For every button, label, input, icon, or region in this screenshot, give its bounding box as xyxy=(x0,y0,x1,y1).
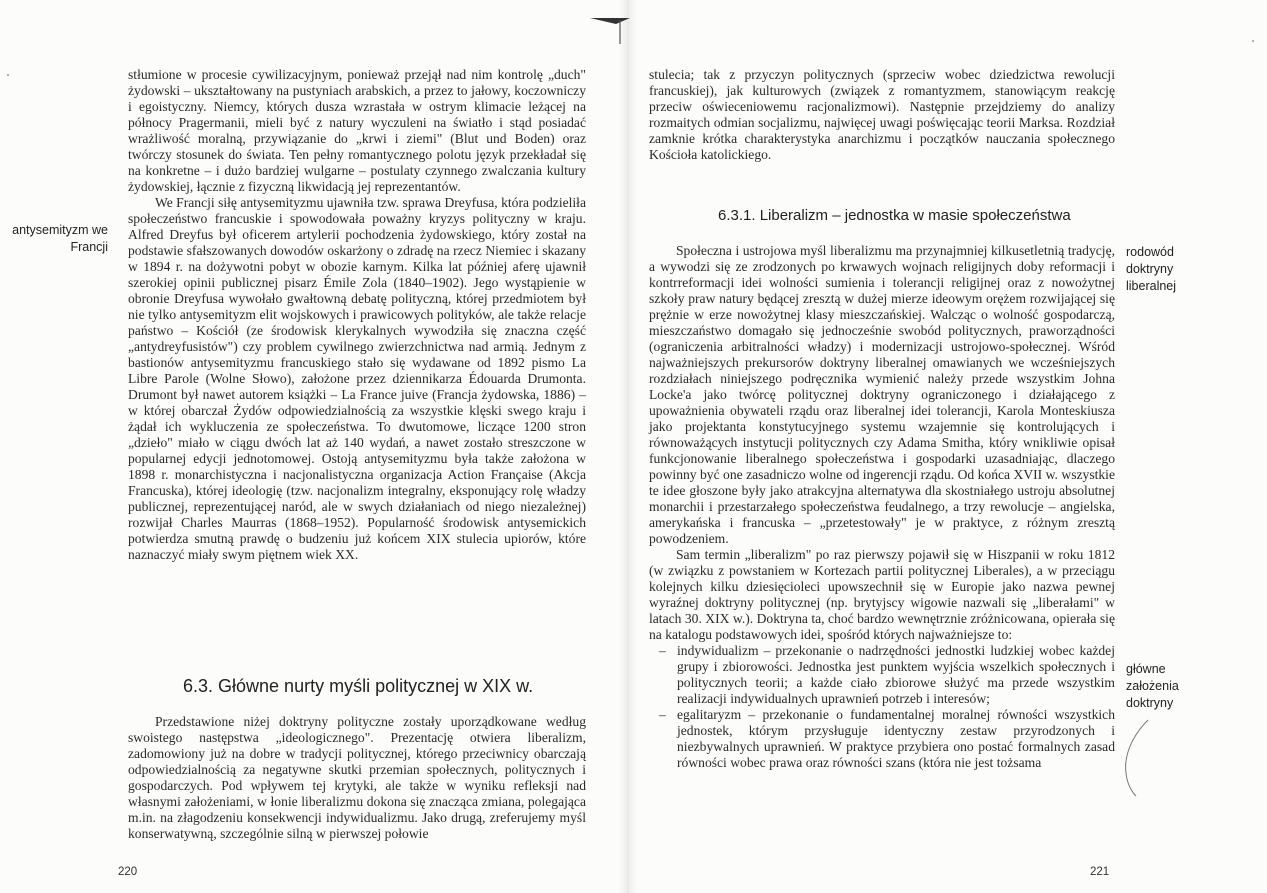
right-paragraph-2: Społeczna i ustrojowa myśl liberalizmu ma przynajmniej kilkusetletnią tradycję, a wywodzi się ze zrodzonych po krwawych wojnach religijnych doby reformacji i kontrreformacji idei wolności sumienia i tolerancji religijnej oraz z nowożytnej szkoły praw natury będącej zresztą w dużej mierze ideowym orężem rozwijającej się prężnie w erze nowożytnej klasy mieszczańskiej. Walcząc o wolność gospodarczą, mieszczaństwo domagało się jednocześnie swobód politycznych, praworządności (ograniczenia arbitralności władzy) i modernizacji ustrojowo-społecznej. Wśród najważniejszych prekursorów doktryny liberalnej omawianych we wcześniejszych rozdziałach niniejszego podręcznika wymienić należy przede wszystkim Johna Locke'a jako twórcę politycznej doktryny ograniczonego i działającego z upoważnienia obywateli rządu oraz liberalnej idei tolerancji, Karola Monteskiusza jako projektanta konstytucyjnego systemu wzajemnie się kontrolujących i równoważących instytucji politycznych czy Adama Smitha, który wnikliwie opisał funkcjonowanie liberalnego społeczeństwa i gospodarki uzasadniając, dlaczego powinny być one zasadniczo wolne od ingerencji rządu. Od końca XVII w. wszystkie te idee głoszone były jako atrakcyjna alternatywa dla skostniałego ustroju absolutnej monarchii i przestarzałego społeczeństwa feudalnego, a trzy rewolucje – angielska, amerykańska i francuska – „przetestowały" je w praktyce, z różnym zresztą powodzeniem. xyxy=(649,243,1115,546)
pencil-bracket-icon xyxy=(1120,718,1160,798)
section-heading: 6.3. Główne nurty myśli politycznej w XIX w. xyxy=(183,676,534,696)
left-text-block-2 xyxy=(128,714,586,842)
right-text-block-2 xyxy=(649,243,1115,771)
right-text-block-1 xyxy=(649,67,1115,163)
page-number-left: 220 xyxy=(118,866,138,878)
left-paragraph-1: stłumione w procesie cywilizacyjnym, ponieważ przejął nad nim kontrolę „duch" żydowski – ukształtowany na pustyniach arabskich, a przez to jałowy, koczowniczy i egoistyczny. Niemcy, których dusza wzrastała w ostrym klimacie leżącej na północy Pragermanii, mieli być z natury wyczuleni na światło i stąd posiadać wrażliwość moralną, przywiązanie do „krwi i ziemi" (Blut und Boden) oraz twórczy stosunek do świata. Ten pełny romantycznego polotu język przekładał się na konkretne – i dużo bardziej wulgarne – postulaty czynnego zwalczania kultury żydowskiej, łącznie z fizyczną likwidacją jej reprezentantów. xyxy=(128,67,586,194)
margin-note-liberal-origins: rodowód doktryny liberalnej xyxy=(1126,245,1177,293)
margin-note-main-assumptions: główne założenia doktryny xyxy=(1126,662,1179,710)
scan-speck xyxy=(1252,40,1254,42)
right-paragraph-3: Sam termin „liberalizm" po raz pierwszy pojawił się w Hiszpanii w roku 1812 (w związku z powstaniem w Kortezach partii politycznej Liberales), a w przeciągu kolejnych kilku dziesięcioleci upowszechnił się w Europie jako nazwa pewnej wyraźnej doktryny politycznej (np. brytyjscy wigowie nazwali się „liberałami" w latach 30. XIX w.). Doktryna ta, choć bardzo wewnętrznie zróżnicowana, opierała się na katalogu podstawowych idei, spośród których najważniejsze to: xyxy=(649,547,1115,642)
book-gutter xyxy=(618,0,638,893)
liberal-ideas-list xyxy=(649,643,1115,771)
subsection-heading: 6.3.1. Liberalizm – jednostka w masie społeczeństwa xyxy=(718,207,1071,224)
left-text-block-1 xyxy=(128,67,586,563)
page-number-right: 221 xyxy=(1090,866,1110,878)
list-item: – indywidualizm – przekonanie o nadrzędności jednostki ludzkiej wobec każdej grupy i zbiorowości. Jednostka jest punktem wyjścia wszelkich społecznych i politycznych teorii; a każde ciało zbiorowe służyć ma przede wszystkim realizacji indywidualnych uprawnień potrzeb i interesów; xyxy=(649,643,1115,707)
scan-speck xyxy=(7,74,9,76)
list-item: – egalitaryzm – przekonanie o fundamentalnej moralnej równości wszystkich jednostek, którym przysługuje identyczny zestaw przyrodzonych i niezbywalnych uprawnień. W praktyce przybiera ono postać formalnych zasad równości wobec prawa oraz równości szans (która nie jest tożsama xyxy=(649,707,1115,771)
margin-note-antisemitism: antysemityzm we Francji xyxy=(12,223,108,254)
left-paragraph-3: Przedstawione niżej doktryny polityczne zostały uporządkowane według swoistego następstwa „ideologicznego". Prezentację otwiera liberalizm, zadomowiony już na dobre w tradycji politycznej, którego przeciwnicy obarczają odpowiedzialnością za negatywne skutki przemian społecznych, politycznych i gospodarczych. Pod wpływem tej krytyki, ale także w wyniku refleksji nad własnymi założeniami, w łonie liberalizmu dokona się znacząca zmiana, polegająca m.in. na złagodzeniu konsekwencji indywidualizmu. Jako drugą, zreferujemy myśl konserwatywną, szczególnie silną w pierwszej połowie xyxy=(128,714,586,841)
right-paragraph-1: stulecia; tak z przyczyn politycznych (sprzeciw wobec dziedzictwa rewolucji francuskiej), jak kulturowych (związek z romantyzmem, stanowiącym reakcję przeciw oświeceniowemu racjonalizmowi). Następnie przejdziemy do analizy rozmaitych odmian socjalizmu, najwięcej uwagi poświęcając teorii Marksa. Rozdział zamknie krótka charakterystyka anarchizmu i początków nauczania społecznego Kościoła katolickiego. xyxy=(649,67,1115,162)
left-paragraph-2: We Francji siłę antysemityzmu ujawniła tzw. sprawa Dreyfusa, która podzieliła społeczeństwo francuskie i spowodowała poważny kryzys polityczny w kraju. Alfred Dreyfus był oficerem artylerii pochodzenia żydowskiego, który został na podstawie sfałszowanych dowodów oskarżony o zdradę na rzecz Niemiec i skazany w 1894 r. na dożywotni pobyt w obozie karnym. Kilka lat później aferę ujawnił szerokiej opinii publicznej pisarz Émile Zola (1840–1902). Jego wystąpienie w obronie Dreyfusa wywołało gwałtowną debatę polityczną, której przedmiotem był nie tylko antysemityzm elit wojskowych i prawicowych polityków, ale także relacje państwo – Kościół (ze środowisk klerykalnych wywodziła się znaczna część „antydreyfusistów") czy problem cywilnego zwierzchnictwa nad armią. Jednym z bastionów antysemityzmu francuskiego stało się wydawane od 1892 pismo La Libre Parole (Wolne Słowo), założone przez dziennikarza Édouarda Drumonta. Drumont był nawet autorem książki – La France juive (Francja żydowska, 1886) – w której obarczał Żydów odpowiedzialnością za wszystkie klęski swego kraju i żądał ich wykluczenia ze społeczeństwa. To dwutomowe, liczące 1200 stron „dzieło" miało w ciągu dwóch lat aż 140 wydań, a nawet zostało streszczone w popularnej edycji jednotomowej. Ostoją antysemityzmu była także założona w 1898 r. monarchistyczna i nacjonalistyczna organizacja Action Française (Akcja Francuska), której ideologię (tzw. nacjonalizm integralny, eksponujący rolę władzy publicznej, reprezentującej naród, ale w swych działaniach od niego niezależnej) rozwijał Charles Maurras (1868–1952). Popularność środowisk antysemickich potwierdza smutną prawdę o budzeniu już końcem XIX stulecia upiorów, które naznaczyć miały swym piętnem wiek XX. xyxy=(128,195,586,562)
left-page xyxy=(0,0,620,893)
right-page xyxy=(640,0,1267,893)
